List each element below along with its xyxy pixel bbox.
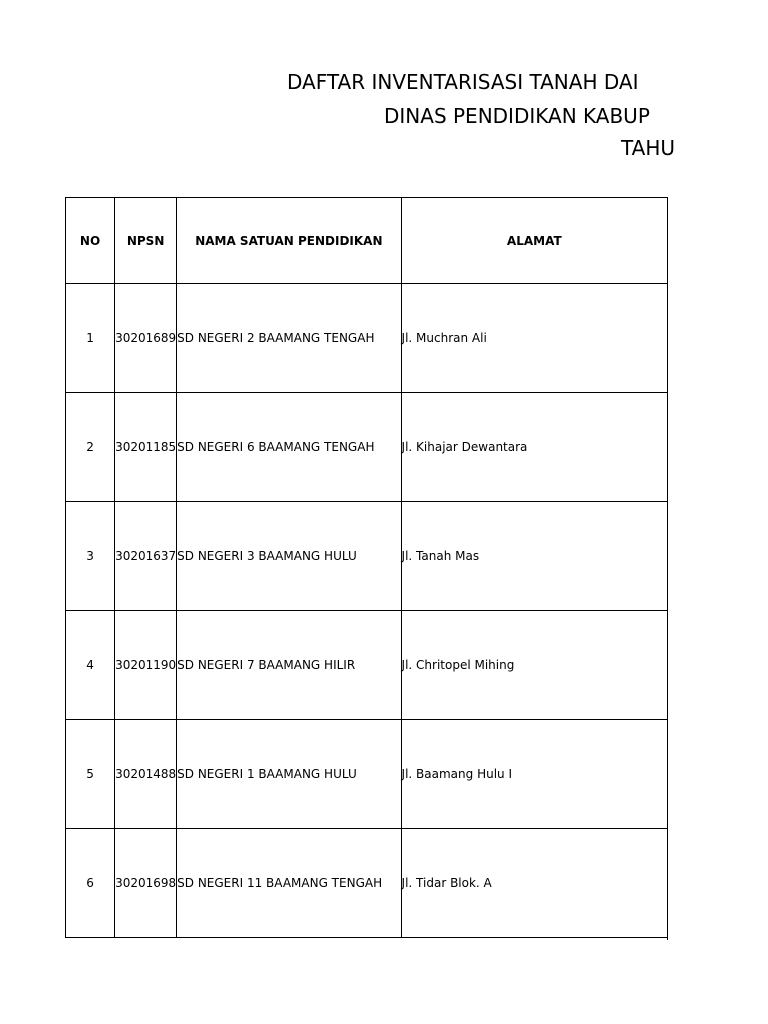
cell-no: 1 [66,284,115,393]
table-row [66,720,668,829]
header-npsn: NPSN [115,198,177,284]
table-row [66,393,668,502]
cell-npsn: 30201185 [115,393,177,502]
cell-no: 2 [66,393,115,502]
table-header-row [66,198,668,284]
header-no: NO [66,198,115,284]
cell-nama: SD NEGERI 3 BAAMANG HULU [177,502,401,611]
cell-alamat: Jl. Tanah Mas [401,502,667,611]
document-title-line-1: DAFTAR INVENTARISASI TANAH DAI [287,70,639,94]
cell-nama: SD NEGERI 11 BAAMANG TENGAH [177,829,401,938]
cell-npsn: 30201689 [115,284,177,393]
table-right-border [667,197,668,940]
cell-no: 3 [66,502,115,611]
cell-alamat: Jl. Tidar Blok. A [401,829,667,938]
table-row [66,611,668,720]
cell-nama: SD NEGERI 2 BAAMANG TENGAH [177,284,401,393]
cell-nama: SD NEGERI 7 BAAMANG HILIR [177,611,401,720]
cell-alamat: Jl. Chritopel Mihing [401,611,667,720]
cell-npsn: 30201488 [115,720,177,829]
cell-no: 5 [66,720,115,829]
document-title-line-3: TAHU [621,136,676,160]
header-alamat: ALAMAT [401,198,667,284]
cell-nama: SD NEGERI 1 BAAMANG HULU [177,720,401,829]
header-nama-satuan-pendidikan: NAMA SATUAN PENDIDIKAN [177,198,401,284]
table-row [66,829,668,938]
cell-alamat: Jl. Muchran Ali [401,284,667,393]
cell-npsn: 30201190 [115,611,177,720]
table-row [66,284,668,393]
cell-no: 6 [66,829,115,938]
table-row [66,502,668,611]
cell-no: 4 [66,611,115,720]
cell-nama: SD NEGERI 6 BAAMANG TENGAH [177,393,401,502]
cell-alamat: Jl. Baamang Hulu I [401,720,667,829]
cell-npsn: 30201698 [115,829,177,938]
cell-alamat: Jl. Kihajar Dewantara [401,393,667,502]
cell-npsn: 30201637 [115,502,177,611]
inventory-table [65,197,668,938]
document-title-line-2: DINAS PENDIDIKAN KABUP [384,104,650,128]
